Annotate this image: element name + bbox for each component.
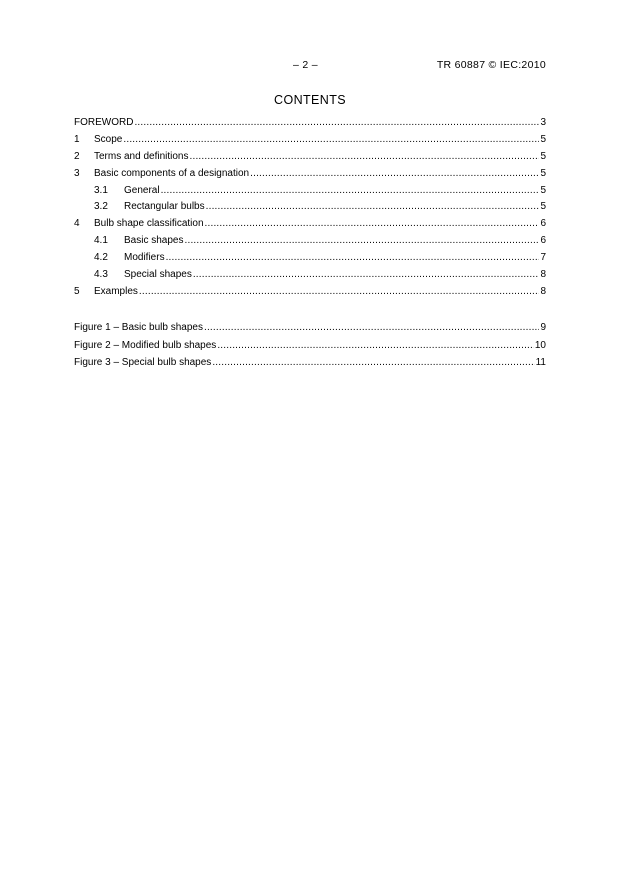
toc-entry-number: 2 [74, 150, 80, 162]
toc-entry-number: 4.1 [94, 235, 108, 247]
toc-entry-title: General [124, 184, 160, 196]
toc-figure-title: Figure 2 – Modified bulb shapes [74, 339, 217, 351]
toc-entry-page: 5 [540, 167, 546, 179]
toc-figure-title: Figure 3 – Special bulb shapes [74, 357, 212, 369]
toc-entry-number: 3.1 [94, 184, 108, 196]
toc-entry-title: Terms and definitions [94, 150, 189, 162]
toc-entry-number: 4 [74, 218, 80, 230]
dot-leader [193, 269, 540, 280]
toc-entry-title: Modifiers [124, 252, 165, 264]
toc-entry-number: 4.2 [94, 252, 108, 264]
toc-entry-bulb-shape-classification[interactable] [74, 218, 546, 235]
toc-entry-title: FOREWORD [74, 117, 134, 128]
toc-entry-number: 1 [74, 133, 80, 145]
dot-leader [166, 252, 540, 263]
toc-entry-page: 8 [540, 269, 546, 281]
toc-entry-special-shapes[interactable] [74, 269, 546, 286]
toc-entry-foreword[interactable] [74, 117, 546, 134]
toc-figure-page: 10 [534, 339, 546, 351]
dot-leader [184, 235, 539, 246]
toc-entry-number: 3.2 [94, 201, 108, 213]
toc-entry-modifiers[interactable] [74, 252, 546, 269]
toc-entry-title: Bulb shape classification [94, 218, 204, 230]
dot-leader [123, 134, 539, 145]
toc-entry-number: 3 [74, 167, 80, 179]
contents-title: CONTENTS [274, 93, 346, 107]
dot-leader [190, 151, 540, 162]
toc-entry-basic-components[interactable] [74, 168, 546, 185]
dot-leader [205, 218, 540, 229]
toc-entry-page: 3 [540, 117, 546, 128]
toc-entry-page: 6 [540, 235, 546, 247]
toc-entry-examples[interactable] [74, 286, 546, 303]
toc-figure-page: 11 [535, 357, 546, 369]
toc-sections-list [74, 117, 546, 303]
toc-entry-page: 7 [540, 252, 546, 264]
toc-entry-page: 5 [540, 133, 546, 145]
toc-entry-title: Basic shapes [124, 235, 184, 247]
toc-entry-number: 5 [74, 285, 80, 297]
dot-leader [204, 322, 539, 333]
toc-entry-page: 5 [540, 201, 546, 213]
toc-entry-basic-shapes[interactable] [74, 235, 546, 252]
dot-leader [161, 185, 540, 196]
dot-leader [212, 357, 534, 368]
toc-entry-page: 5 [540, 150, 546, 162]
toc-entry-scope[interactable] [74, 134, 546, 151]
document-id: TR 60887 © IEC:2010 [436, 59, 546, 71]
toc-figure-title: Figure 1 – Basic bulb shapes [74, 322, 203, 333]
toc-figure-page: 9 [540, 322, 546, 333]
toc-entry-general[interactable] [74, 185, 546, 202]
toc-figure-3[interactable] [74, 357, 546, 375]
toc-entry-title: Rectangular bulbs [124, 201, 205, 213]
dot-leader [206, 201, 540, 212]
toc-entry-page: 8 [540, 285, 546, 297]
toc-entry-number: 4.3 [94, 269, 108, 281]
dot-leader [139, 286, 540, 297]
dot-leader [250, 168, 539, 179]
toc-figure-2[interactable] [74, 340, 546, 358]
toc-entry-rectangular-bulbs[interactable] [74, 201, 546, 218]
dot-leader [134, 117, 539, 128]
toc-entry-page: 5 [540, 184, 546, 196]
toc-entry-title: Scope [94, 133, 123, 145]
page-number: – 2 – [293, 59, 318, 71]
toc-entry-title: Special shapes [124, 269, 192, 281]
toc-figures-list [74, 322, 546, 375]
toc-entry-title: Examples [94, 285, 138, 297]
dot-leader [217, 340, 534, 351]
toc-figure-1[interactable] [74, 322, 546, 340]
toc-entry-title: Basic components of a designation [94, 167, 250, 179]
toc-entry-terms-and-definitions[interactable] [74, 151, 546, 168]
toc-entry-page: 6 [540, 218, 546, 230]
